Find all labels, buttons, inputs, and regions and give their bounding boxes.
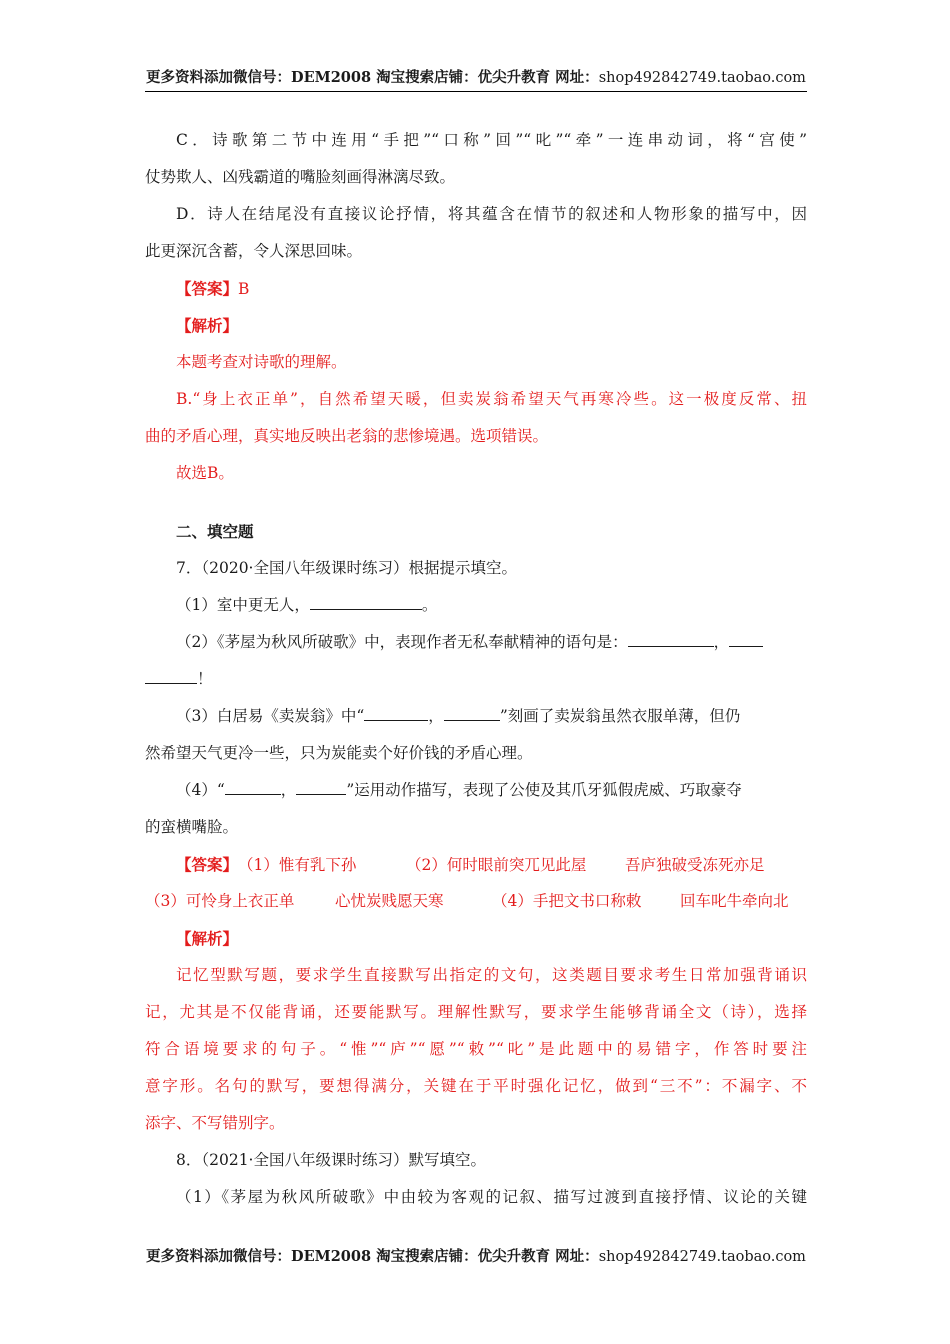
document-body: [145, 122, 807, 1216]
page-footer: [145, 1245, 807, 1266]
q7-answer-item: （1）惟有乳下孙: [238, 856, 357, 874]
q7-answer-item: （3）可怜身上衣正单: [145, 892, 295, 910]
q7-item4-blank1[interactable]: [225, 780, 281, 795]
q6-option-d-line1: D．诗人在结尾没有直接议论抒情，将其蕴含在情节的叙述和人物形象的描写中，因: [176, 205, 807, 223]
q7-item1-prefix: （1）室中更无人，: [176, 596, 310, 614]
q6-answer-value: B: [238, 280, 250, 298]
q7-item1-suffix: 。: [421, 596, 438, 614]
q6-analysis-line2: B.“身上衣正单”，自然希望天暖，但卖炭翁希望天气再寒冷些。这一极度反常、扭: [176, 390, 807, 408]
page-header: [145, 66, 807, 92]
q7-item3-prefix: （3）白居易《卖炭翁》中“: [176, 707, 365, 725]
q7-item2: [145, 624, 807, 661]
q7-item3-suffix: ”刻画了卖炭翁虽然衣服单薄，但仍: [499, 707, 741, 725]
q7-item3: [145, 698, 807, 735]
q6-option-d-line2: 此更深沉含蓄，令人深思回味。: [145, 242, 363, 260]
q7-item3-line2: 然希望天气更冷一些，只为炭能卖个好价钱的矛盾心理。: [145, 744, 533, 762]
q7-analysis-line: 意字形。名句的默写，要想得满分，关键在于平时强化记忆，做到“三不”：不漏字、不: [145, 1077, 807, 1095]
section-gap: [145, 492, 807, 513]
q7-item3-blank2[interactable]: [444, 706, 500, 721]
q7-item2-mid: ，: [713, 633, 730, 651]
q7-item3-blank1[interactable]: [364, 706, 428, 721]
q8-stem: 8．（2021·全国八年级课时练习）默写填空。: [176, 1151, 486, 1169]
q7-item4-line2: 的蛮横嘴脸。: [145, 818, 239, 836]
q7-analysis-line: 添字、不写错别字。: [145, 1114, 285, 1132]
q6-answer: [145, 270, 807, 307]
q7-item4-mid: ，: [280, 781, 297, 799]
q7-item4-suffix: ”运用动作描写，表现了公使及其爪牙狐假虎威、巧取豪夺: [346, 781, 742, 799]
header-url[interactable]: shop492842749.taobao.com: [598, 70, 806, 86]
q7-analysis-line: 记忆型默写题，要求学生直接默写出指定的文句，这类题目要求考生日常加强背诵识: [176, 966, 807, 984]
q6-analysis-line1: 本题考查对诗歌的理解。: [176, 353, 347, 371]
q7-answer-item: 吾庐独破受冻死亦足: [625, 856, 765, 874]
q7-analysis-label: 【解析】: [176, 929, 239, 948]
q7-item4: [145, 772, 807, 809]
q7-stem: 7．（2020·全国八年级课时练习）根据提示填空。: [176, 559, 517, 577]
q7-answer-item: （4）手把文书口称敕: [492, 892, 642, 910]
q7-item1: [145, 587, 807, 624]
q7-item2-prefix: （2）《茅屋为秋风所破歌》中，表现作者无私奉献精神的语句是：: [176, 633, 628, 651]
q7-answer-item: （2）何时眼前突兀见此屋: [406, 856, 587, 874]
q8-item1-line1: （1）《茅屋为秋风所破歌》中由较为客观的记叙、描写过渡到直接抒情、议论的关键: [176, 1188, 807, 1206]
footer-text: 更多资料添加微信号：DEM2008 淘宝搜索店铺：优尖升教育 网址：: [146, 1248, 599, 1265]
q7-item2-blank2a[interactable]: [729, 632, 763, 647]
q6-analysis-label: 【解析】: [176, 316, 239, 335]
q7-item4-prefix: （4）“: [176, 781, 225, 799]
header-text: 更多资料添加微信号：DEM2008 淘宝搜索店铺：优尖升教育 网址：: [146, 69, 599, 86]
q7-item2-suffix: ！: [197, 670, 213, 688]
q7-item2-line2: [145, 661, 807, 698]
q7-answer-line1: [145, 846, 807, 883]
q7-item1-blank[interactable]: [310, 595, 422, 610]
footer-url[interactable]: shop492842749.taobao.com: [598, 1249, 806, 1265]
section-title: 二、填空题: [176, 522, 254, 541]
q7-answer-item: 回车叱牛牵向北: [680, 892, 789, 910]
q7-analysis-line: 符合语境要求的句子。“惟”“庐”“愿”“敕”“叱”是此题中的易错字，作答时要注: [145, 1040, 807, 1058]
q7-item2-blank2b[interactable]: [145, 669, 197, 684]
q7-item2-blank1[interactable]: [628, 632, 714, 647]
q7-item3-mid: ，: [428, 707, 444, 725]
q7-answer-item: 心忧炭贱愿天寒: [335, 892, 444, 910]
q6-analysis-line4: 故选B。: [176, 464, 234, 482]
q7-item4-blank2[interactable]: [296, 780, 346, 795]
q7-analysis-line: 记，尤其是不仅能背诵，还要能默写。理解性默写，要求学生能够背诵全文（诗），选择: [145, 1003, 807, 1021]
q6-option-c-line2: 仗势欺人、凶残霸道的嘴脸刻画得淋漓尽致。: [145, 168, 456, 186]
q7-answer-label: 【答案】: [176, 855, 239, 874]
q7-answer-line2: [145, 883, 807, 920]
q6-analysis-line3: 曲的矛盾心理，真实地反映出老翁的悲惨境遇。选项错误。: [145, 427, 549, 445]
q6-option-c-line1: C．诗歌第二节中连用“手把”“口称”回”“叱”“牵”一连串动词，将“宫使”: [176, 131, 807, 149]
q6-answer-label: 【答案】: [176, 279, 239, 298]
